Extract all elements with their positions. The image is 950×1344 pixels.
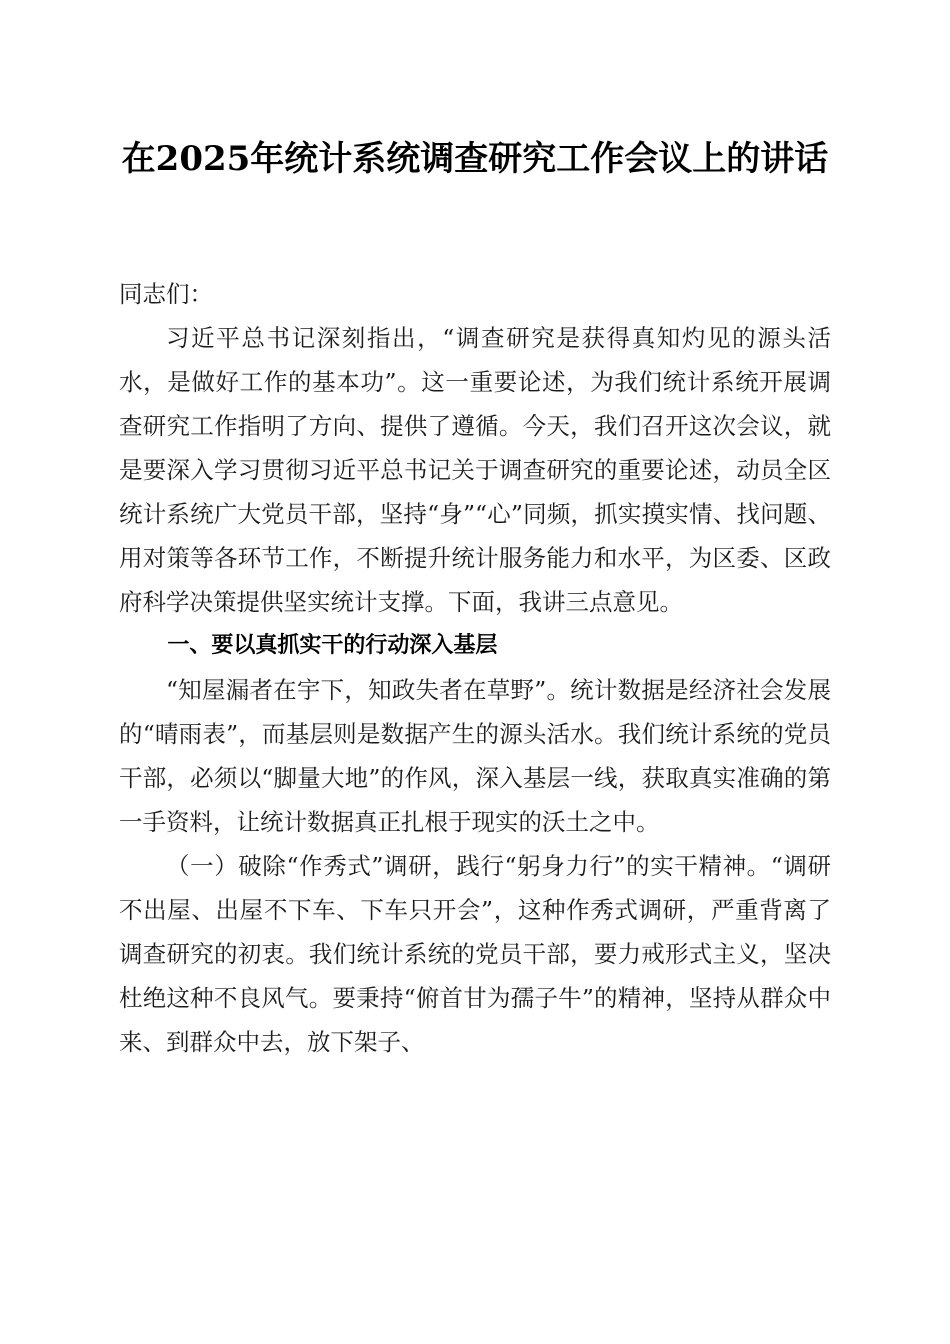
document-body	[119, 272, 831, 1064]
intro-paragraph: 习近平总书记深刻指出，“调查研究是获得真知灼见的源头活水，是做好工作的基本功”。这一重要论述，为我们统计系统开展调查研究工作指明了方向、提供了遵循。今天，我们召开这次会议，就是要深入学习贯彻习近平总书记关于调查研究的重要论述，动员全区统计系统广大党员干部，坚持“身”“心”同频，抓实摸实情、找问题、用对策等各环节工作，不断提升统计服务能力和水平，为区委、区政府科学决策提供坚实统计支撑。下面，我讲三点意见。	[119, 324, 831, 616]
subsection-1-paragraph: （一）破除“作秀式”调研，践行“躬身力行”的实干精神。“调研不出屋、出屋不下车、下车只开会”，这种作秀式调研，严重背离了调查研究的初衷。我们统计系统的党员干部，要力戒形式主义，坚决杜绝这种不良风气。要秉持“俯首甘为孺子牛”的精神，坚持从群众中来、到群众中去，放下架子、	[119, 852, 831, 1056]
section-1-paragraph: “知屋漏者在宇下，知政失者在草野”。统计数据是经济社会发展的“晴雨表”，而基层则是数据产生的源头活水。我们统计系统的党员干部，必须以“脚量大地”的作风，深入基层一线，获取真实准确的第一手资料，让统计数据真正扎根于现实的沃土之中。	[119, 676, 831, 836]
document-title: 在2025年统计系统调查研究工作会议上的讲话	[121, 139, 829, 179]
section-heading-1: 一、要以真抓实干的行动深入基层	[167, 633, 498, 658]
salutation: 同志们：	[119, 280, 213, 308]
